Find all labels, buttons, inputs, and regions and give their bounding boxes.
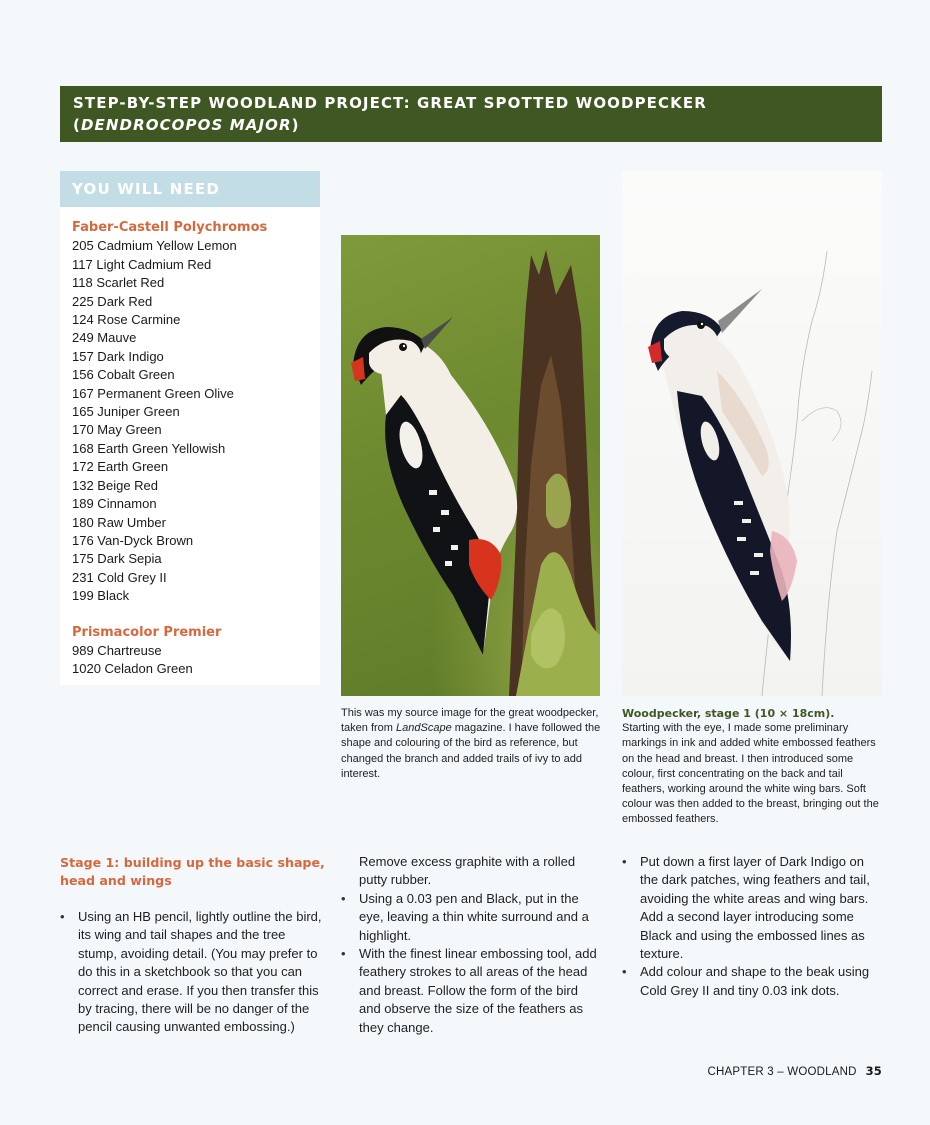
colour-item: 175 Dark Sepia [72, 551, 162, 567]
colour-item: 157 Dark Indigo [72, 348, 164, 364]
instruction-item: • Using an HB pencil, lightly outline the bird, its wing and tail shapes and the tree stump, avoiding detail. (You may prefer to do this in a sketchbook so that you can correct and erase. If you then transfer this by tracing, there will be no danger of the pencil causing unwanted embossing.) [60, 908, 322, 1037]
colour-list [72, 237, 308, 605]
woodpecker-photo-illustration [341, 235, 600, 696]
stage1-drawing [622, 171, 882, 696]
instruction-list [341, 890, 603, 1037]
stage-caption-title: Woodpecker, stage 1 (10 × 18cm). [622, 707, 835, 720]
colour-item: 199 Black [72, 588, 130, 604]
colour-item: 225 Dark Red [72, 293, 153, 309]
project-title: STEP-BY-STEP WOODLAND PROJECT: GREAT SPOTTED WOODPECKER [73, 94, 707, 112]
page-number: 35 [865, 1064, 882, 1078]
colour-item: 989 Chartreuse [72, 642, 162, 658]
colour-item: 156 Cobalt Green [72, 367, 175, 383]
colour-item: 168 Earth Green Yellowish [72, 440, 226, 456]
stage-caption-text: Starting with the eye, I made some preliminary markings in ink and added white embossed feathers on the head and breast. I then introduced some colour, first concentrating on the back and tail feathers, working around the white wing bars. Soft colour was then added to the breast, bringing out the embossed feathers. [622, 722, 879, 826]
instructions-column-1 [60, 908, 322, 1037]
instruction-list [60, 908, 322, 1037]
stage-heading: Stage 1: building up the basic shape, head and wings [60, 855, 325, 888]
source-photo [341, 235, 600, 696]
materials-header: YOU WILL NEED [60, 171, 320, 207]
colour-item: 117 Light Cadmium Red [72, 256, 212, 272]
project-title-banner [60, 86, 882, 142]
project-latin-name: (DENDROCOPOS MAJOR) [73, 116, 300, 134]
colour-item: 205 Cadmium Yellow Lemon [72, 238, 237, 254]
stage-caption [622, 706, 884, 828]
colour-item: 165 Juniper Green [72, 404, 180, 420]
materials-list [60, 207, 320, 679]
colour-item: 231 Cold Grey II [72, 569, 167, 585]
brand-heading: Prismacolor Premier [72, 624, 222, 640]
colour-item: 180 Raw Umber [72, 514, 166, 530]
source-caption: This was my source image for the great woodpecker, taken from LandScape magazine. I have followed the shape and colouring of the bird as reference, but changed the branch and added trails of ivy to add interest. [341, 707, 601, 780]
materials-box [60, 171, 320, 685]
colour-list [72, 642, 308, 679]
chapter-label: CHAPTER 3 – WOODLAND [707, 1066, 857, 1078]
colour-item: 189 Cinnamon [72, 496, 157, 512]
colour-item: 249 Mauve [72, 330, 137, 346]
colour-item: 176 Van-Dyck Brown [72, 532, 194, 548]
colour-item: 172 Earth Green [72, 459, 169, 475]
colour-item: 132 Beige Red [72, 477, 159, 493]
colour-item: 170 May Green [72, 422, 162, 438]
brand-heading: Faber-Castell Polychromos [72, 220, 268, 235]
colour-item: 124 Rose Carmine [72, 312, 181, 328]
instruction-list [622, 853, 884, 1000]
colour-item: 167 Permanent Green Olive [72, 385, 234, 401]
page-footer [600, 1064, 882, 1078]
woodpecker-drawing-illustration [622, 171, 882, 696]
colour-item: 118 Scarlet Red [72, 275, 165, 291]
instruction-item: • With the finest linear embossing tool, add feathery strokes to all areas of the head and breast. Follow the form of the bird and observe the size of the feathers as they change. [341, 945, 603, 1037]
colour-item: 1020 Celadon Green [72, 661, 193, 677]
instruction-item: • Put down a first layer of Dark Indigo on the dark patches, wing feathers and tail, avoiding the white areas and wing bars. Add a second layer introducing some Black and using the embossed lines as texture. [622, 853, 884, 963]
instructions-column-3 [622, 853, 884, 1000]
instructions-column-2 [341, 853, 603, 1037]
instruction-continuation: Remove excess graphite with a rolled putty rubber. [359, 854, 576, 888]
instruction-item: • Add colour and shape to the beak using Cold Grey II and tiny 0.03 ink dots. [622, 963, 884, 1000]
instruction-item: • Using a 0.03 pen and Black, put in the eye, leaving a thin white surround and a highlight. [341, 890, 603, 945]
